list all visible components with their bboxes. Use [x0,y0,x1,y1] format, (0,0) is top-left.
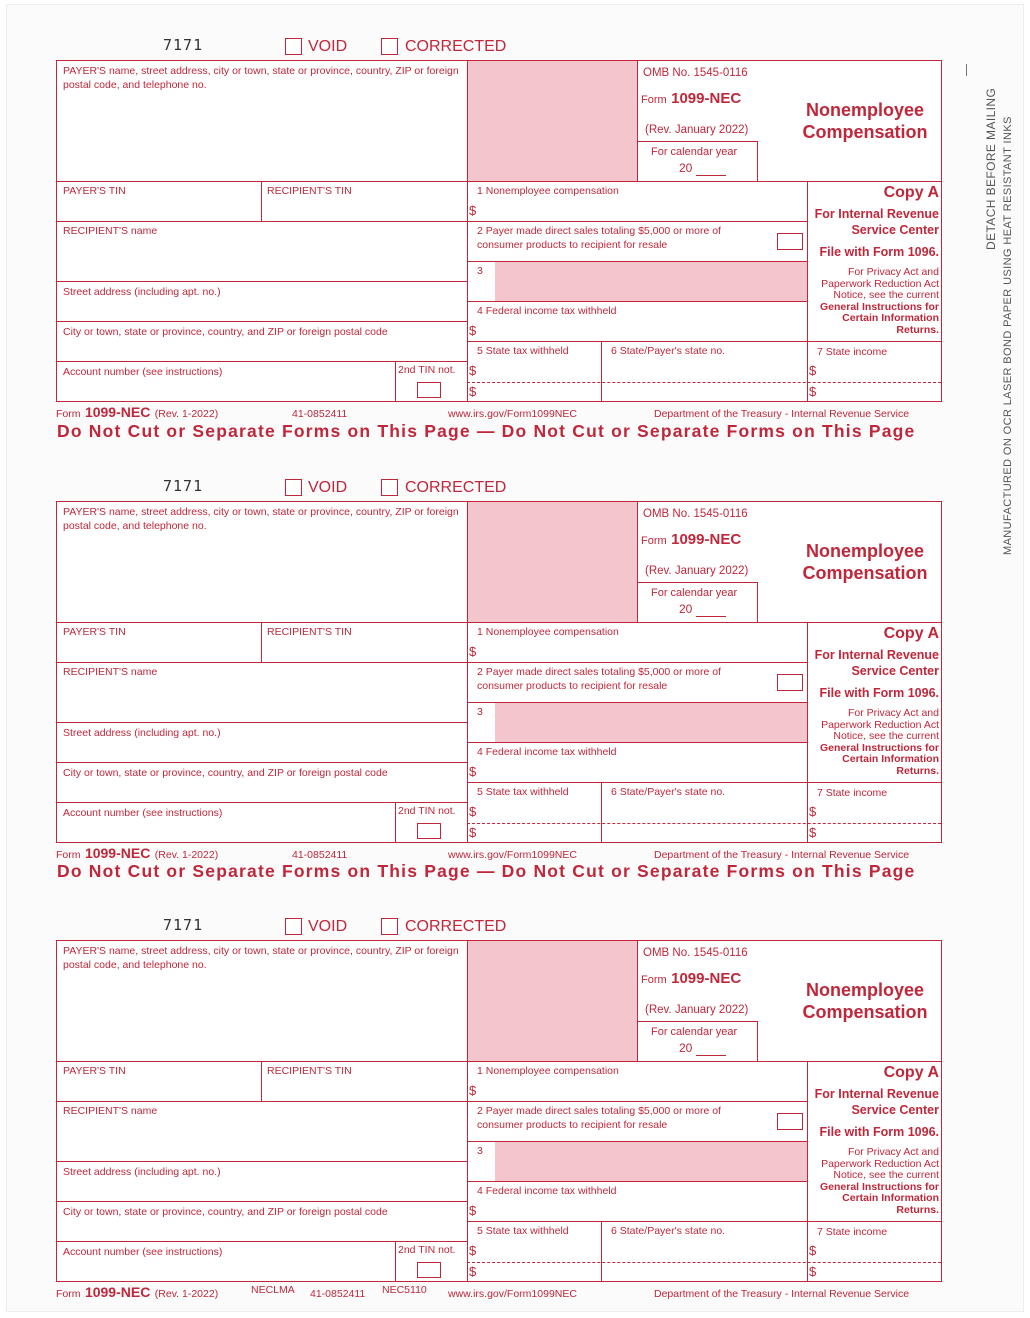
form-number: 1099-NEC [671,531,742,548]
state-separator [467,1262,941,1263]
box5-dollar: $ [469,825,477,840]
form-title: Nonemployee Compensation [802,541,928,583]
box2-label: 2 Payer made direct sales totaling $5,000 or more of consumer products to recipient for resale [477,1105,721,1131]
void-label: VOID [308,479,348,496]
box7-label: 7 State income [817,1226,888,1238]
form-word: Form [641,974,667,986]
shaded-area [468,61,637,181]
box5-dollar: $ [469,1243,477,1258]
hdivider [57,1201,467,1202]
privacy-notice [797,1147,939,1216]
vdivider [601,782,602,842]
form-code: 7171 [163,36,204,54]
hdivider [57,622,941,623]
copy-file: File with Form 1096. [819,686,939,700]
recipient-tin-label: RECIPIENT'S TIN [267,185,352,197]
street-label: Street address (including apt. no.) [63,1166,221,1178]
form-grid [56,60,942,402]
privacy-line: Notice, see the current [833,730,939,742]
box5-dollar: $ [469,1264,477,1279]
copy-line1: For Internal Revenue [814,648,939,662]
no-cut-banner: Do Not Cut or Separate Forms on This Page — Do Not Cut or Separate Forms on This Page [57,861,916,881]
recipient-name-input[interactable] [63,241,461,279]
vdivider [395,1241,396,1281]
form-title: Nonemployee Compensation [802,980,928,1022]
payer-name-label: PAYER'S name, street address, city or town, state or province, country, ZIP or foreign postal code, and telephone no. [63,945,459,971]
form-grid [56,501,942,843]
box5-dollar: $ [469,804,477,819]
hdivider [57,1241,467,1242]
corrected-checkbox[interactable] [381,918,398,935]
footer-form-word: Form [56,849,81,861]
footer-rev: (Rev. 1-2022) [154,1288,219,1300]
corrected-label: CORRECTED [405,38,507,55]
footer-necl: NECLMA [251,1284,295,1296]
privacy-line: Notice, see the current [833,1169,939,1181]
box5-label: 5 State tax withheld [477,786,569,798]
copy-a-title: Copy A [883,625,939,642]
tick-mark [966,64,967,76]
calendar-year-label: For calendar year [651,587,738,599]
recipient-name-label: RECIPIENT'S name [63,666,158,678]
footer-form-word: Form [56,1288,81,1300]
corrected-checkbox[interactable] [381,38,398,55]
hdivider [467,742,807,743]
box5-dollar: $ [469,384,477,399]
footer-dept: Department of the Treasury - Internal Revenue Service [654,1288,910,1300]
hdivider [57,221,807,222]
vdivider [601,341,602,401]
omb-label: OMB No. 1545-0116 [643,508,748,520]
street-label: Street address (including apt. no.) [63,727,221,739]
box3-label: 3 [477,265,483,277]
box5-label: 5 State tax withheld [477,345,569,357]
box7-dollar: $ [809,1243,817,1258]
hdivider [57,762,467,763]
box1-label: 1 Nonemployee compensation [477,185,619,197]
payer-name-field[interactable] [63,93,461,175]
box3-shaded [495,1142,807,1181]
form-1099-nec [0,441,1030,881]
footer-url: www.irs.gov/Form1099NEC [448,1288,577,1300]
calendar-year-label: For calendar year [651,1026,738,1038]
footer-rev: (Rev. 1-2022) [154,408,219,420]
box1-dollar: $ [469,644,477,659]
account-label: Account number (see instructions) [63,1246,223,1258]
box7-dollar: $ [809,384,817,399]
box4-input[interactable] [481,1199,801,1219]
shaded-area [468,941,637,1061]
tin-not-checkbox[interactable] [417,823,441,839]
shaded-area [468,502,637,622]
privacy-line: Certain Information [842,312,939,324]
box4-label: 4 Federal income tax withheld [477,746,617,758]
hdivider [57,321,467,322]
state-separator [467,382,941,383]
privacy-line: Paperwork Reduction Act [821,1157,939,1170]
tin-not-checkbox[interactable] [417,382,441,398]
payer-name-label: PAYER'S name, street address, city or town, state or province, country, ZIP or foreign postal code, and telephone no. [63,65,459,91]
payer-tin-label: PAYER'S TIN [63,626,126,638]
tin-not-label: 2nd TIN not. [398,1244,456,1256]
privacy-line: Returns. [896,323,939,336]
box1-label: 1 Nonemployee compensation [477,626,619,638]
privacy-line: Paperwork Reduction Act [821,718,939,731]
city-input[interactable] [63,341,461,359]
form-id [641,970,741,988]
box7-label: 7 State income [817,787,888,799]
box4-label: 4 Federal income tax withheld [477,1185,617,1197]
tin-not-label: 2nd TIN not. [398,805,456,817]
privacy-line: General Instructions for [819,1180,939,1193]
box4-dollar: $ [469,764,477,779]
copy-a-title: Copy A [883,184,939,201]
box2-label: 2 Payer made direct sales totaling $5,000 or more of consumer products to recipient for resale [477,225,721,251]
form-grid [56,940,942,1282]
footer-nec: NEC5110 [382,1284,427,1296]
hdivider [57,1101,807,1102]
box7-dollar: $ [809,1264,817,1279]
rev-label: (Rev. January 2022) [645,565,749,577]
void-label: VOID [308,38,348,55]
hdivider [57,802,467,803]
vdivider [261,181,262,221]
vdivider [637,61,638,181]
form-id [641,531,741,549]
footer-url: www.irs.gov/Form1099NEC [448,408,577,420]
hdivider [467,1181,807,1182]
vdivider [601,1221,602,1281]
privacy-line: For Privacy Act and [847,266,939,278]
box1-dollar: $ [469,203,477,218]
hdivider [57,181,941,182]
box1-label: 1 Nonemployee compensation [477,1065,619,1077]
recipient-name-input[interactable] [63,1121,461,1159]
box2-label: 2 Payer made direct sales totaling $5,000 or more of consumer products to recipient for resale [477,666,721,692]
box5-label: 5 State tax withheld [477,1225,569,1237]
city-input[interactable] [63,1221,461,1239]
form-number: 1099-NEC [671,970,742,987]
box4-input[interactable] [481,319,801,339]
tin-not-checkbox[interactable] [417,1262,441,1278]
box6-label: 6 State/Payer's state no. [611,1225,726,1237]
box4-dollar: $ [469,323,477,338]
recipient-name-input[interactable] [63,682,461,720]
box2-checkbox[interactable] [777,1113,803,1130]
hdivider [637,141,757,142]
form-number: 1099-NEC [671,90,742,107]
hdivider [467,341,941,342]
footer-form-number: 1099-NEC [84,845,151,861]
box2-checkbox[interactable] [777,674,803,691]
box6-label: 6 State/Payer's state no. [611,786,726,798]
copy-line2: Service Center [851,223,939,237]
hdivider [467,782,941,783]
privacy-line: General Instructions for [819,741,939,754]
privacy-line: For Privacy Act and [847,1146,939,1158]
city-label: City or town, state or province, country, and ZIP or foreign postal code [63,1206,388,1218]
rev-label: (Rev. January 2022) [645,1004,749,1016]
footer-url: www.irs.gov/Form1099NEC [448,849,577,861]
street-label: Street address (including apt. no.) [63,286,221,298]
omb-label: OMB No. 1545-0116 [643,947,748,959]
street-input[interactable] [63,742,461,760]
footer-dept: Department of the Treasury - Internal Revenue Service [654,408,910,420]
box4-dollar: $ [469,1203,477,1218]
rev-label: (Rev. January 2022) [645,124,749,136]
void-checkbox[interactable] [285,918,302,935]
privacy-line: General Instructions for [819,300,939,313]
street-input[interactable] [63,1181,461,1199]
privacy-line: For Privacy Act and [847,707,939,719]
copy-line2: Service Center [851,1103,939,1117]
year-prefix: 20 [679,161,693,175]
hdivider [57,1161,467,1162]
box4-input[interactable] [481,760,801,780]
form-word: Form [641,94,667,106]
form-title: Nonemployee Compensation [802,100,928,142]
year-input[interactable] [696,602,726,617]
calendar-year-label: For calendar year [651,146,738,158]
box7-dollar: $ [809,825,817,840]
form-id [641,90,741,108]
copy-file: File with Form 1096. [819,245,939,259]
box7-dollar: $ [809,804,817,819]
footer-ein: 41-0852411 [292,408,348,420]
hdivider [57,361,467,362]
void-checkbox[interactable] [285,479,302,496]
corrected-label: CORRECTED [405,479,507,496]
form-word: Form [641,535,667,547]
state-separator [467,823,941,824]
corrected-checkbox[interactable] [381,479,398,496]
hdivider [57,1061,941,1062]
manufactured-text: MANUFACTURED ON OCR LASER BOND PAPER USING HEAT RESISTANT INKS [1002,116,1014,555]
privacy-notice [797,267,939,336]
year-input[interactable] [696,161,726,176]
city-input[interactable] [63,782,461,800]
hdivider [57,662,807,663]
privacy-line: Notice, see the current [833,289,939,301]
footer-rev: (Rev. 1-2022) [154,849,219,861]
tax-year [679,602,726,617]
box5-dollar: $ [469,363,477,378]
recipient-name-label: RECIPIENT'S name [63,1105,158,1117]
privacy-line: Returns. [896,764,939,777]
copy-line1: For Internal Revenue [814,1087,939,1101]
footer-ein: 41-0852411 [292,849,348,861]
privacy-notice [797,708,939,777]
recipient-tin-label: RECIPIENT'S TIN [267,626,352,638]
box7-dollar: $ [809,363,817,378]
form-code: 7171 [163,916,204,934]
vdivider [757,582,758,622]
vdivider [261,622,262,662]
vdivider [637,941,638,1061]
privacy-line: Returns. [896,1203,939,1216]
payer-name-field[interactable] [63,534,461,616]
year-prefix: 20 [679,602,693,616]
box1-input[interactable] [481,640,801,660]
copy-line2: Service Center [851,664,939,678]
hdivider [637,582,757,583]
payer-name-field[interactable] [63,973,461,1055]
recipient-tin-label: RECIPIENT'S TIN [267,1065,352,1077]
vdivider [395,802,396,842]
tax-year [679,161,726,176]
copy-a-title: Copy A [883,1064,939,1081]
payer-name-label: PAYER'S name, street address, city or town, state or province, country, ZIP or foreign postal code, and telephone no. [63,506,459,532]
footer-form-word: Form [56,408,81,420]
box4-label: 4 Federal income tax withheld [477,305,617,317]
box1-dollar: $ [469,1083,477,1098]
hdivider [57,281,467,282]
void-label: VOID [308,918,348,935]
account-label: Account number (see instructions) [63,366,223,378]
payer-tin-label: PAYER'S TIN [63,1065,126,1077]
tax-year [679,1041,726,1056]
box6-label: 6 State/Payer's state no. [611,345,726,357]
vdivider [637,502,638,622]
year-prefix: 20 [679,1041,693,1055]
privacy-line: Certain Information [842,753,939,765]
vdivider [395,361,396,401]
year-input[interactable] [696,1041,726,1056]
corrected-label: CORRECTED [405,918,507,935]
copy-line1: For Internal Revenue [814,207,939,221]
detach-text: DETACH BEFORE MAILING [984,87,998,250]
footer-form-id [56,404,218,422]
box3-label: 3 [477,706,483,718]
privacy-line: Paperwork Reduction Act [821,277,939,290]
hdivider [637,1021,757,1022]
box1-input[interactable] [481,199,801,219]
copy-file: File with Form 1096. [819,1125,939,1139]
vdivider [757,1021,758,1061]
vdivider [261,1061,262,1101]
payer-tin-label: PAYER'S TIN [63,185,126,197]
footer-form-number: 1099-NEC [84,1284,151,1300]
void-checkbox[interactable] [285,38,302,55]
hdivider [57,722,467,723]
footer-ein: 41-0852411 [310,1288,366,1300]
footer-dept: Department of the Treasury - Internal Revenue Service [654,849,910,861]
footer-form-number: 1099-NEC [84,404,151,420]
form-1099-nec [0,880,1030,1318]
city-label: City or town, state or province, country, and ZIP or foreign postal code [63,326,388,338]
tin-not-label: 2nd TIN not. [398,364,456,376]
form-1099-nec [0,0,1030,440]
box3-label: 3 [477,1145,483,1157]
privacy-line: Certain Information [842,1192,939,1204]
form-code: 7171 [163,477,204,495]
box3-shaded [495,703,807,742]
box7-label: 7 State income [817,346,888,358]
box1-input[interactable] [481,1079,801,1099]
city-label: City or town, state or province, country, and ZIP or foreign postal code [63,767,388,779]
box2-checkbox[interactable] [777,233,803,250]
hdivider [467,1221,941,1222]
hdivider [467,301,807,302]
street-input[interactable] [63,301,461,319]
omb-label: OMB No. 1545-0116 [643,67,748,79]
footer-form-id [56,1284,218,1302]
recipient-name-label: RECIPIENT'S name [63,225,158,237]
account-label: Account number (see instructions) [63,807,223,819]
vdivider [757,141,758,181]
box3-shaded [495,262,807,301]
no-cut-banner: Do Not Cut or Separate Forms on This Page — Do Not Cut or Separate Forms on This Page [57,421,916,441]
